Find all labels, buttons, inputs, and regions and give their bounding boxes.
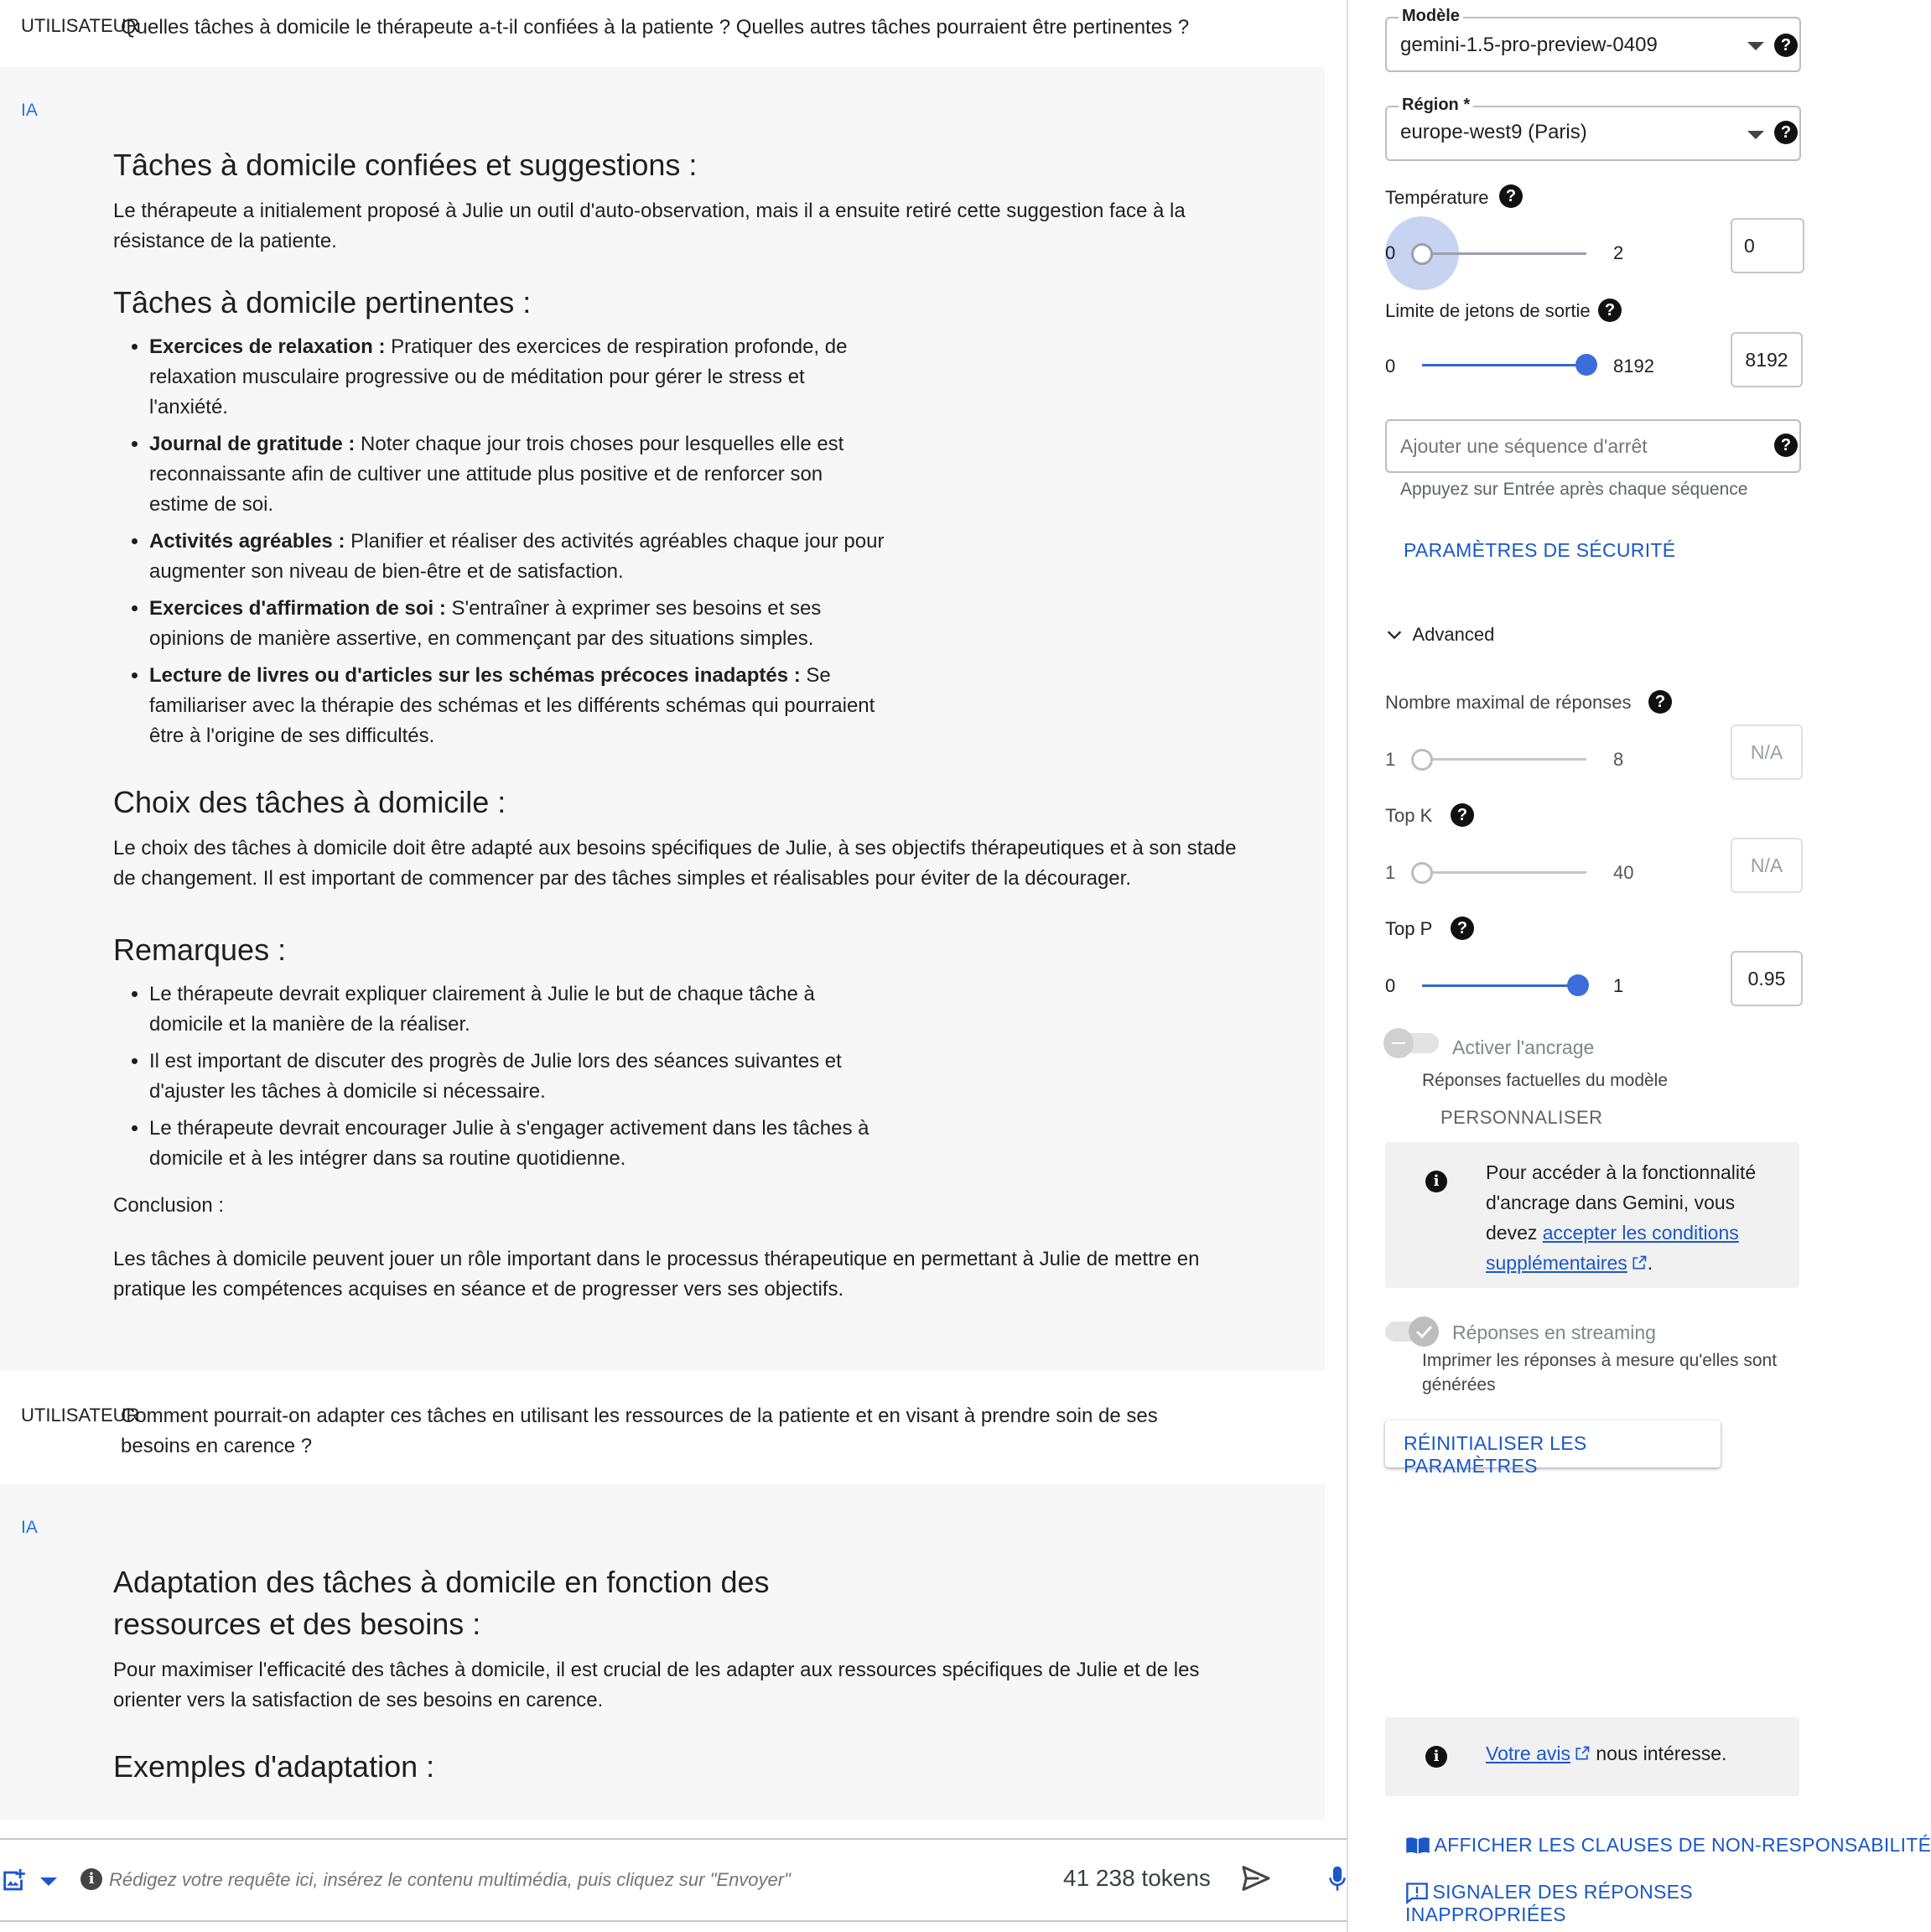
slider-max: 8 bbox=[1613, 749, 1624, 770]
ai-response bbox=[0, 67, 1325, 1371]
temperature-slider[interactable] bbox=[1385, 216, 1586, 292]
response-heading: Choix des tâches à domicile : bbox=[113, 785, 506, 819]
image-add-icon bbox=[0, 1867, 29, 1895]
help-icon[interactable]: ? bbox=[1451, 803, 1474, 827]
max-tokens-slider[interactable] bbox=[1422, 352, 1586, 377]
conclusion-label: Conclusion : bbox=[113, 1194, 225, 1217]
response-heading: Remarques : bbox=[113, 932, 287, 967]
user-message-text: Quelles tâches à domicile le thérapeute a-t-il confiées à la patiente ? Quelles autres tâches pourraient être pertinentes ? bbox=[121, 16, 1190, 39]
top-k-slider[interactable] bbox=[1422, 860, 1586, 885]
disclaimer-button[interactable] bbox=[1405, 1834, 1931, 1857]
top-p-input[interactable]: 0.95 bbox=[1731, 951, 1803, 1006]
list-item: • Le thérapeute devrait expliquer clairement à Julie le but de chaque tâche à domicile et la manière de la réaliser. bbox=[149, 979, 887, 1040]
prompt-bar bbox=[0, 1838, 1348, 1922]
list-item: • Journal de gratitude : Noter chaque jour trois choses pour lesquelles elle est reconnaissante afin de cultiver une attitude plus positive et de renforcer son estime de soi. bbox=[149, 429, 887, 520]
media-dropdown-icon[interactable] bbox=[40, 1877, 57, 1886]
user-message-text: Comment pourrait-on adapter ces tâches en utilisant les ressources de la patiente et en visant à prendre soin de ses besoins en carence ? bbox=[121, 1405, 1158, 1457]
slider-min: 0 bbox=[1385, 975, 1396, 996]
slider-min: 0 bbox=[1385, 356, 1396, 377]
max-tokens-input[interactable]: 8192 bbox=[1731, 332, 1803, 387]
max-responses-slider[interactable] bbox=[1422, 746, 1586, 771]
send-icon bbox=[1239, 1862, 1273, 1895]
slider-thumb[interactable] bbox=[1575, 354, 1597, 376]
slider-fill bbox=[1422, 364, 1586, 366]
list-item: • Activités agréables : Planifier et réaliser des activités agréables chaque jour pour augmenter son niveau de bien-être et de satisfaction. bbox=[149, 527, 887, 587]
slider-thumb[interactable] bbox=[1567, 974, 1589, 996]
list-item: • Exercices de relaxation : Pratiquer des exercices de respiration profonde, de relaxation musculaire progressive ou de méditation pour gérer le stress et l'anxiété. bbox=[149, 332, 887, 423]
microphone-icon bbox=[1328, 1865, 1347, 1893]
slider-track bbox=[1422, 758, 1586, 761]
reset-label: RÉINITIALISER LES PARAMÈTRES bbox=[1404, 1432, 1587, 1477]
max-responses-label: Nombre maximal de réponses bbox=[1385, 692, 1632, 713]
report-icon bbox=[1405, 1882, 1429, 1903]
user-role-label: UTILISATEUR bbox=[21, 15, 140, 36]
feedback-box bbox=[1385, 1717, 1799, 1796]
list-item: • Exercices d'affirmation de soi : S'entraîner à exprimer ses besoins et ses opinions de manière assertive, en commençant par des situations simples. bbox=[149, 594, 887, 654]
advanced-toggle[interactable] bbox=[1385, 624, 1494, 646]
accept-terms-link[interactable]: accepter les conditions supplémentaires bbox=[1486, 1222, 1739, 1274]
grounding-subtitle: Réponses factuelles du modèle bbox=[1422, 1071, 1669, 1090]
slider-thumb[interactable] bbox=[1411, 862, 1433, 884]
help-icon[interactable]: ? bbox=[1499, 184, 1523, 208]
region-select[interactable] bbox=[1385, 96, 1801, 161]
feedback-text: Votre avis nous intéresse. bbox=[1486, 1742, 1727, 1764]
help-icon[interactable]: ? bbox=[1774, 434, 1798, 457]
slider-max: 8192 bbox=[1613, 356, 1654, 377]
response-heading: Adaptation des tâches à domicile en fonction des ressources et des besoins : bbox=[113, 1565, 770, 1641]
settings-panel bbox=[1347, 0, 1931, 1932]
temperature-label: Température bbox=[1385, 187, 1489, 208]
advanced-label: Advanced bbox=[1412, 624, 1495, 645]
streaming-toggle[interactable] bbox=[1385, 1322, 1439, 1342]
external-link-icon bbox=[1631, 1254, 1648, 1271]
max-tokens-label: Limite de jetons de sortie bbox=[1385, 300, 1591, 321]
info-icon: i bbox=[80, 1868, 102, 1890]
ai-response bbox=[0, 1484, 1325, 1820]
temperature-input[interactable]: 0 bbox=[1731, 218, 1804, 273]
slider-thumb[interactable] bbox=[1411, 749, 1433, 771]
response-paragraph: Pour maximiser l'efficacité des tâches à domicile, il est crucial de les adapter aux ressources spécifiques de Julie et de les orienter vers la satisfaction de ses besoins en carence. bbox=[113, 1659, 1200, 1711]
response-paragraph: Le choix des tâches à domicile doit être adapté aux besoins spécifiques de Julie, à ses objectifs thérapeutiques et à son stade de changement. Il est important de commencer par des tâches simples et réalisables pour éviter de la décourager. bbox=[113, 837, 1237, 890]
slider-max: 2 bbox=[1613, 242, 1624, 263]
region-label: Région * bbox=[1399, 96, 1473, 115]
feedback-link[interactable]: Votre avis bbox=[1486, 1742, 1570, 1764]
reset-settings-button[interactable] bbox=[1385, 1420, 1721, 1477]
stop-sequence-hint: Appuyez sur Entrée après chaque séquence bbox=[1400, 480, 1748, 499]
streaming-subtitle: Imprimer les réponses à mesure qu'elles sont générées bbox=[1422, 1351, 1778, 1394]
user-role-label: UTILISATEUR bbox=[21, 1405, 140, 1426]
safety-settings-button[interactable]: PARAMÈTRES DE SÉCURITÉ bbox=[1404, 539, 1676, 561]
toggle-thumb bbox=[1409, 1317, 1439, 1347]
prompt-input[interactable] bbox=[107, 1858, 1016, 1902]
report-button[interactable] bbox=[1405, 1881, 1833, 1926]
slider-max: 40 bbox=[1613, 862, 1634, 883]
list-item: • Le thérapeute devrait encourager Julie à s'engager activement dans les tâches à domicile et à les intégrer dans sa routine quotidienne. bbox=[149, 1114, 887, 1174]
user-message bbox=[0, 0, 1325, 67]
response-heading: Exemples d'adaptation : bbox=[113, 1749, 435, 1784]
chevron-down-icon bbox=[1747, 42, 1764, 50]
streaming-label: Réponses en streaming bbox=[1452, 1322, 1656, 1343]
response-paragraph: Le thérapeute a initialement proposé à Julie un outil d'auto-observation, mais il a ensuite retiré cette suggestion face à la résistance de la patiente. bbox=[113, 200, 1186, 252]
slider-min: 0 bbox=[1385, 242, 1396, 263]
chevron-down-icon bbox=[1747, 131, 1764, 139]
slider-thumb[interactable] bbox=[1411, 243, 1433, 265]
microphone-button[interactable] bbox=[1328, 1865, 1347, 1898]
token-count: 41 238 tokens bbox=[1063, 1865, 1211, 1891]
region-value: europe-west9 (Paris) bbox=[1400, 121, 1587, 143]
list-item: • Lecture de livres ou d'articles sur les schémas précoces inadaptés : Se familiariser avec la thérapie des schémas et les différents schémas qui pourraient être à l'origine de ses difficultés. bbox=[149, 661, 887, 751]
toggle-thumb bbox=[1383, 1028, 1414, 1058]
help-icon[interactable]: ? bbox=[1451, 917, 1474, 940]
check-icon bbox=[1409, 1317, 1439, 1347]
top-k-input[interactable]: N/A bbox=[1731, 838, 1803, 893]
external-link-icon bbox=[1574, 1745, 1591, 1762]
grounding-info-box bbox=[1385, 1142, 1799, 1288]
response-paragraph: Les tâches à domicile peuvent jouer un rôle important dans le processus thérapeutique en permettant à Julie de mettre en pratique les compétences acquises en séance et de progresser vers ses objectifs. bbox=[113, 1248, 1200, 1301]
grounding-label: Activer l'ancrage bbox=[1452, 1036, 1595, 1058]
response-heading: Tâches à domicile pertinentes : bbox=[113, 285, 532, 319]
info-icon: i bbox=[1425, 1171, 1447, 1192]
top-k-label: Top K bbox=[1385, 805, 1433, 826]
send-button[interactable] bbox=[1239, 1862, 1273, 1899]
ai-role-label: IA bbox=[21, 1518, 38, 1537]
report-label: SIGNALER DES RÉPONSES INAPPROPRIÉES bbox=[1405, 1881, 1693, 1925]
insert-media-button[interactable] bbox=[0, 1867, 29, 1899]
info-icon: i bbox=[1425, 1746, 1447, 1768]
list-item: • Il est important de discuter des progrès de Julie lors des séances suivantes et d'ajuster les tâches à domicile si nécessaire. bbox=[149, 1046, 887, 1107]
model-select[interactable] bbox=[1385, 7, 1801, 72]
slider-max: 1 bbox=[1613, 975, 1624, 996]
grounding-toggle[interactable] bbox=[1385, 1033, 1439, 1053]
customize-button[interactable]: PERSONNALISER bbox=[1440, 1107, 1603, 1128]
help-icon[interactable]: ? bbox=[1774, 121, 1798, 144]
slider-min: 1 bbox=[1385, 862, 1396, 883]
help-icon[interactable]: ? bbox=[1774, 34, 1798, 57]
chevron-down-icon bbox=[1385, 626, 1404, 644]
slider-track bbox=[1422, 252, 1586, 255]
remarks-list bbox=[113, 979, 887, 1174]
task-list bbox=[113, 332, 887, 751]
top-p-slider[interactable] bbox=[1422, 973, 1586, 998]
ai-role-label: IA bbox=[21, 101, 38, 120]
slider-min: 1 bbox=[1385, 749, 1396, 770]
stop-sequence-input[interactable] bbox=[1399, 429, 1754, 463]
disclaimer-label: AFFICHER LES CLAUSES DE NON-RESPONSABILITÉ bbox=[1434, 1834, 1931, 1856]
model-value: gemini-1.5-pro-preview-0409 bbox=[1400, 34, 1658, 56]
user-message bbox=[0, 1371, 1325, 1484]
stop-sequence-field[interactable] bbox=[1385, 419, 1801, 473]
top-p-label: Top P bbox=[1385, 918, 1433, 939]
help-icon[interactable]: ? bbox=[1598, 299, 1622, 322]
max-responses-input[interactable]: N/A bbox=[1731, 724, 1803, 780]
help-icon[interactable]: ? bbox=[1648, 690, 1672, 714]
slider-fill bbox=[1422, 984, 1578, 987]
grounding-info-text: Pour accéder à la fonctionnalité d'ancrage dans Gemini, vous devez accepter les conditions supplémentaires . bbox=[1486, 1161, 1757, 1274]
model-label: Modèle bbox=[1399, 7, 1463, 26]
book-icon bbox=[1405, 1835, 1430, 1857]
slider-track bbox=[1422, 871, 1586, 874]
response-heading: Tâches à domicile confiées et suggestions : bbox=[113, 148, 698, 182]
